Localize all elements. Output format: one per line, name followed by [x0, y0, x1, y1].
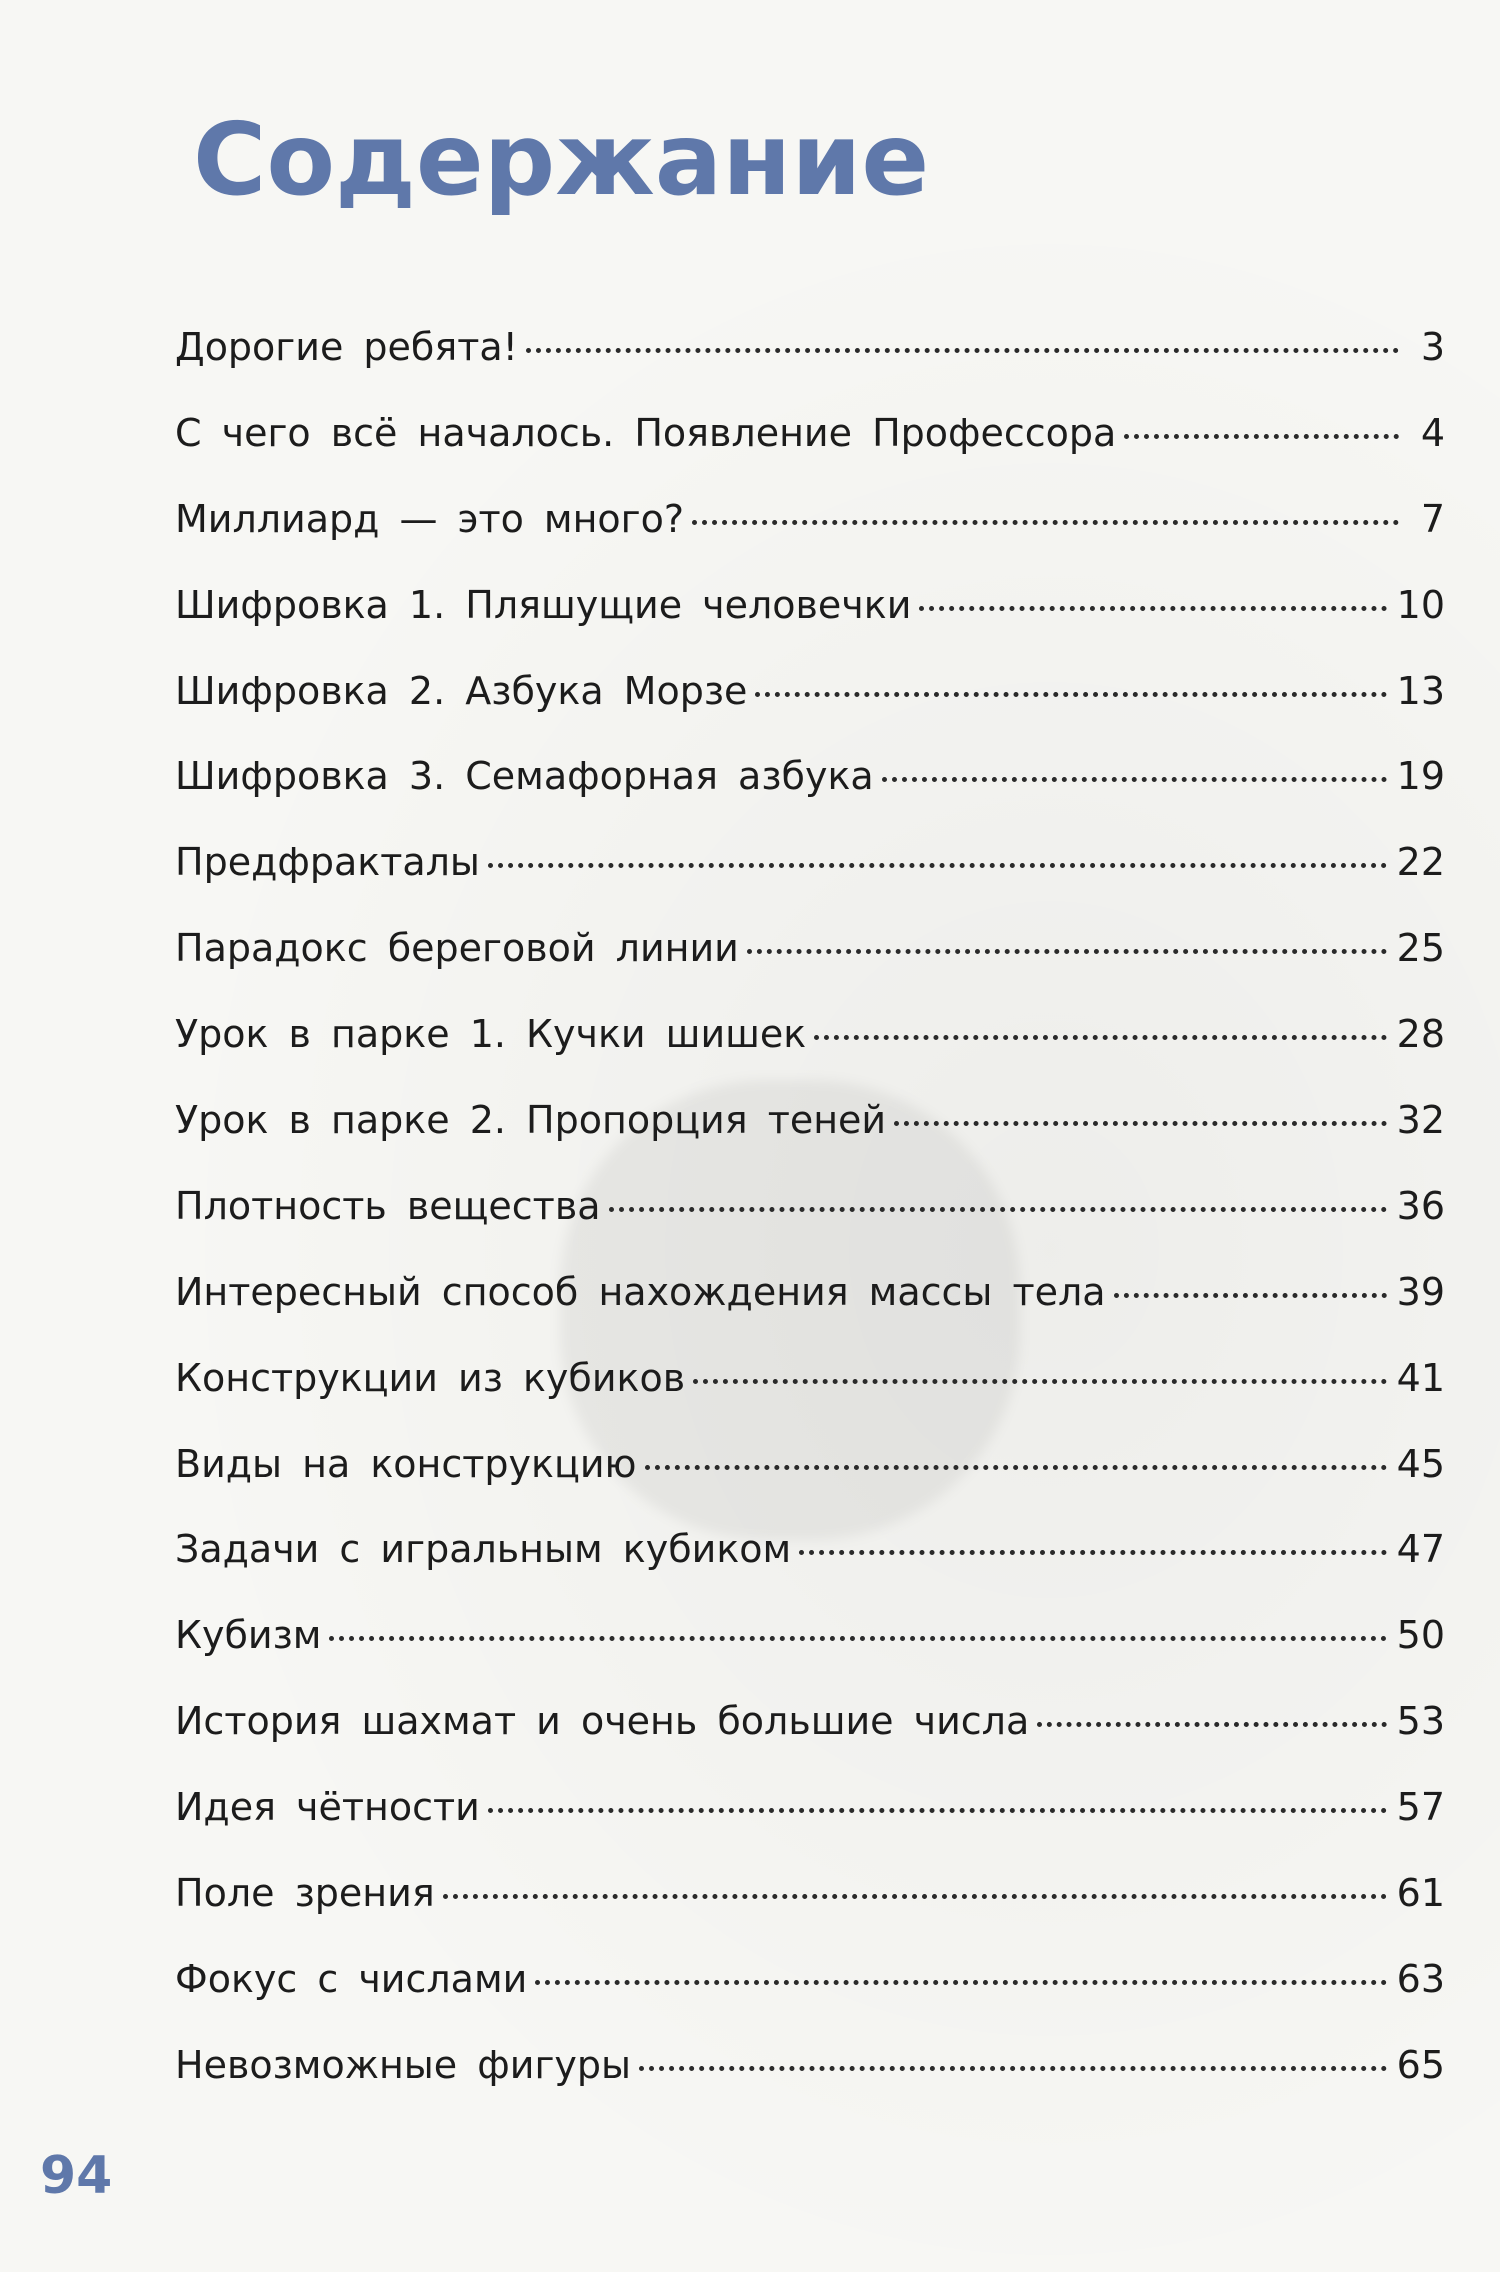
toc-entry-title: Миллиард — это много? — [175, 496, 685, 541]
toc-entry-page: 32 — [1396, 1098, 1445, 1143]
toc-entry-title: Дорогие ребята! — [175, 325, 518, 369]
toc-entry-page: 36 — [1396, 1183, 1445, 1228]
toc-entry-page: 4 — [1420, 410, 1445, 455]
toc-entry-title: Идея чётности — [175, 1785, 480, 1830]
toc-entry-title: С чего всё началось. Появление Профессора — [175, 410, 1117, 455]
toc-entry-title: История шахмат и очень большие числа — [175, 1699, 1030, 1744]
toc-entry-page: 63 — [1396, 1956, 1445, 2001]
dot-leader — [1037, 1722, 1386, 1727]
toc-entry[interactable] — [175, 1439, 1445, 1525]
toc-entry-title: Шифровка 1. Пляшущие человечки — [175, 582, 912, 627]
toc-entry[interactable] — [175, 1610, 1445, 1696]
toc-entry-page: 22 — [1396, 840, 1445, 885]
dot-leader — [443, 1894, 1387, 1899]
toc-entry[interactable] — [175, 1696, 1445, 1782]
toc-entry[interactable] — [175, 1095, 1445, 1181]
toc-entry-page: 53 — [1396, 1699, 1445, 1744]
toc-entry-title: Шифровка 3. Семафорная азбука — [175, 754, 874, 799]
toc-entry-title: Невозможные фигуры — [175, 2042, 632, 2087]
dot-leader — [1114, 1293, 1387, 1298]
dot-leader — [329, 1636, 1386, 1641]
dot-leader — [755, 692, 1386, 697]
toc-entry-page: 28 — [1396, 1012, 1445, 1057]
toc-entry-page: 13 — [1396, 668, 1445, 713]
toc-entry[interactable] — [175, 1181, 1445, 1267]
toc-entry-title: Урок в парке 2. Пропорция теней — [175, 1098, 887, 1143]
toc-entry-title: Поле зрения — [175, 1871, 435, 1916]
toc-entry-page: 65 — [1396, 2042, 1445, 2087]
dot-leader — [535, 1980, 1386, 1985]
toc-entry[interactable] — [175, 666, 1445, 752]
toc-entry[interactable] — [175, 494, 1445, 580]
dot-leader — [919, 606, 1386, 611]
toc-entry[interactable] — [175, 1868, 1445, 1954]
toc-entry-title: Шифровка 2. Азбука Морзе — [175, 668, 748, 713]
toc-entry[interactable] — [175, 1524, 1445, 1610]
toc-entry-page: 45 — [1396, 1441, 1445, 1486]
toc-entry-title: Интересный способ нахождения массы тела — [175, 1269, 1106, 1314]
toc-entry[interactable] — [175, 1954, 1445, 2040]
dot-leader — [639, 2066, 1387, 2071]
toc-entry-page: 19 — [1396, 754, 1445, 799]
toc-entry-page: 3 — [1420, 325, 1445, 369]
toc-entry-page: 41 — [1396, 1355, 1445, 1400]
dot-leader — [747, 949, 1387, 954]
toc-entry-title: Предфракталы — [175, 840, 480, 885]
toc-entry[interactable] — [175, 322, 1445, 408]
toc-entry-title: Парадокс береговой линии — [175, 926, 739, 971]
toc-entry[interactable] — [175, 1267, 1445, 1353]
dot-leader — [692, 520, 1399, 525]
toc-entry-page: 39 — [1396, 1269, 1445, 1314]
toc-entry-page: 57 — [1396, 1785, 1445, 1830]
page-number: 94 — [40, 2146, 113, 2206]
toc-entry-title: Урок в парке 1. Кучки шишек — [175, 1012, 807, 1057]
dot-leader — [609, 1207, 1387, 1212]
dot-leader — [814, 1035, 1386, 1040]
dot-leader — [882, 777, 1387, 782]
page-title: Содержание — [193, 101, 930, 218]
toc-entry[interactable] — [175, 751, 1445, 837]
table-of-contents — [175, 322, 1445, 2126]
toc-entry[interactable] — [175, 1782, 1445, 1868]
toc-entry-title: Плотность вещества — [175, 1183, 601, 1228]
dot-leader — [645, 1465, 1387, 1470]
toc-entry[interactable] — [175, 923, 1445, 1009]
dot-leader — [488, 863, 1387, 868]
dot-leader — [526, 348, 1399, 353]
toc-entry[interactable] — [175, 1009, 1445, 1095]
toc-entry-title: Виды на конструкцию — [175, 1441, 637, 1486]
toc-entry-page: 47 — [1396, 1527, 1445, 1572]
dot-leader — [894, 1121, 1387, 1126]
toc-entry[interactable] — [175, 2040, 1445, 2126]
toc-entry-title: Фокус с числами — [175, 1956, 528, 2001]
toc-entry-page: 25 — [1396, 926, 1445, 971]
toc-entry[interactable] — [175, 837, 1445, 923]
dot-leader — [488, 1808, 1387, 1813]
toc-entry-title: Задачи с игральным кубиком — [175, 1527, 792, 1572]
toc-entry[interactable] — [175, 580, 1445, 666]
toc-entry-title: Кубизм — [175, 1613, 322, 1658]
toc-entry-page: 7 — [1420, 496, 1445, 541]
dot-leader — [1124, 434, 1399, 439]
toc-entry-title: Конструкции из кубиков — [175, 1355, 686, 1400]
toc-entry-page: 61 — [1396, 1871, 1445, 1916]
toc-entry-page: 50 — [1396, 1613, 1445, 1658]
toc-entry[interactable] — [175, 1353, 1445, 1439]
toc-entry[interactable] — [175, 408, 1445, 494]
dot-leader — [799, 1550, 1386, 1555]
dot-leader — [693, 1379, 1386, 1384]
toc-entry-page: 10 — [1396, 582, 1445, 627]
